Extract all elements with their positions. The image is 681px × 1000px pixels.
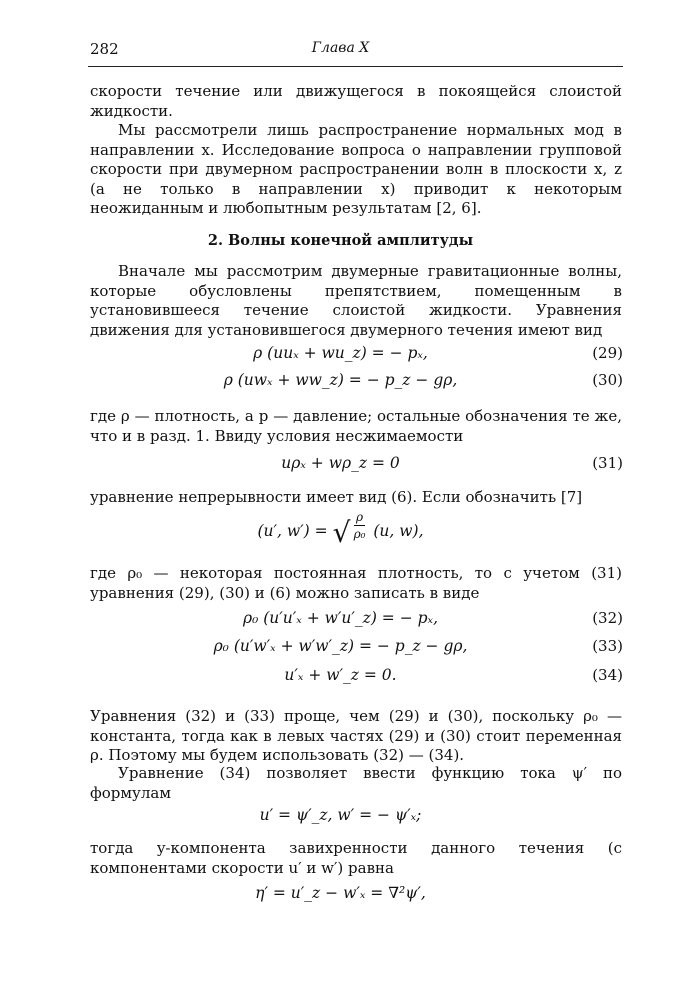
fraction-denominator: ρ₀ <box>353 527 366 541</box>
equation-number: (32) <box>592 609 623 627</box>
paragraph: скорости течение или движущегося в покоящейся слоистой жидкости. <box>90 82 622 120</box>
equation-formula: u′ₓ + w′_z = 0. <box>284 666 397 684</box>
equation-lhs: (u′, w′) = <box>257 522 328 540</box>
paragraph: Уравнения (32) и (33) проще, чем (29) и (30), поскольку ρ₀ — константа, тогда как в левых частях (29) и (30) стоит переменная ρ. Поэтому мы будем использовать (32) — (34). <box>90 707 622 764</box>
paragraph: Уравнение (34) позволяет ввести функцию тока ψ′ по формулам <box>90 764 622 802</box>
equation-formula: ρ (uuₓ + wu_z) = − pₓ, <box>253 344 428 362</box>
equation-formula: ρ (uwₓ + ww_z) = − p_z − gρ, <box>223 371 458 389</box>
equation-number: (33) <box>592 637 623 655</box>
header-rule <box>88 66 623 67</box>
fraction-numerator: ρ <box>355 510 364 524</box>
equation-formula: η′ = u′_z − w′ₓ = ∇²ψ′, <box>255 884 426 902</box>
paragraph: тогда y-компонента завихренности данного течения (с компонентами скорости u′ и w′) равна <box>90 839 622 877</box>
fraction <box>353 510 366 541</box>
equation-formula: ρ₀ (u′w′ₓ + w′w′_z) = − p_z − gρ, <box>213 637 468 655</box>
equation-formula: ρ₀ (u′u′ₓ + w′u′_z) = − pₓ, <box>242 609 438 627</box>
paragraph: уравнение непрерывности имеет вид (6). Если обозначить [7] <box>90 488 583 506</box>
equation-number: (34) <box>592 666 623 684</box>
equation-formula: u′ = ψ′_z, w′ = − ψ′ₓ; <box>259 806 422 824</box>
paragraph: Вначале мы рассмотрим двумерные гравитационные волны, которые обусловлены препятствием, помещенным в установившееся течение слоистой жидкости. Уравнения движения для установившегося двумерного течения имеют вид <box>90 262 622 339</box>
paragraph: где ρ₀ — некоторая постоянная плотность, то с учетом (31) уравнения (29), (30) и (6) можно записать в виде <box>90 564 622 602</box>
page-number: 282 <box>90 40 119 58</box>
section-heading: 2. Волны конечной амплитуды <box>207 232 474 249</box>
running-header: Глава X <box>311 40 370 56</box>
equation-number: (31) <box>592 454 623 472</box>
equation-number: (30) <box>592 371 623 389</box>
equation-rhs: (u, w), <box>373 522 424 540</box>
radical-sign-icon: √ <box>332 516 351 549</box>
equation-formula: uρₓ + wρ_z = 0 <box>281 454 400 472</box>
paragraph: Мы рассмотрели лишь распространение нормальных мод в направлении x. Исследование вопроса о направлении групповой скорости при двумерном распространении волн в плоскости x, z (а не только в направлении x) приводит к некоторым неожиданным и любопытным результатам [2, 6]. <box>90 121 622 217</box>
square-root <box>332 510 369 549</box>
paragraph: где ρ — плотность, а p — давление; остальные обозначения те же, что и в разд. 1. Ввиду условия несжимаемости <box>90 407 622 445</box>
equation-number: (29) <box>592 344 623 362</box>
